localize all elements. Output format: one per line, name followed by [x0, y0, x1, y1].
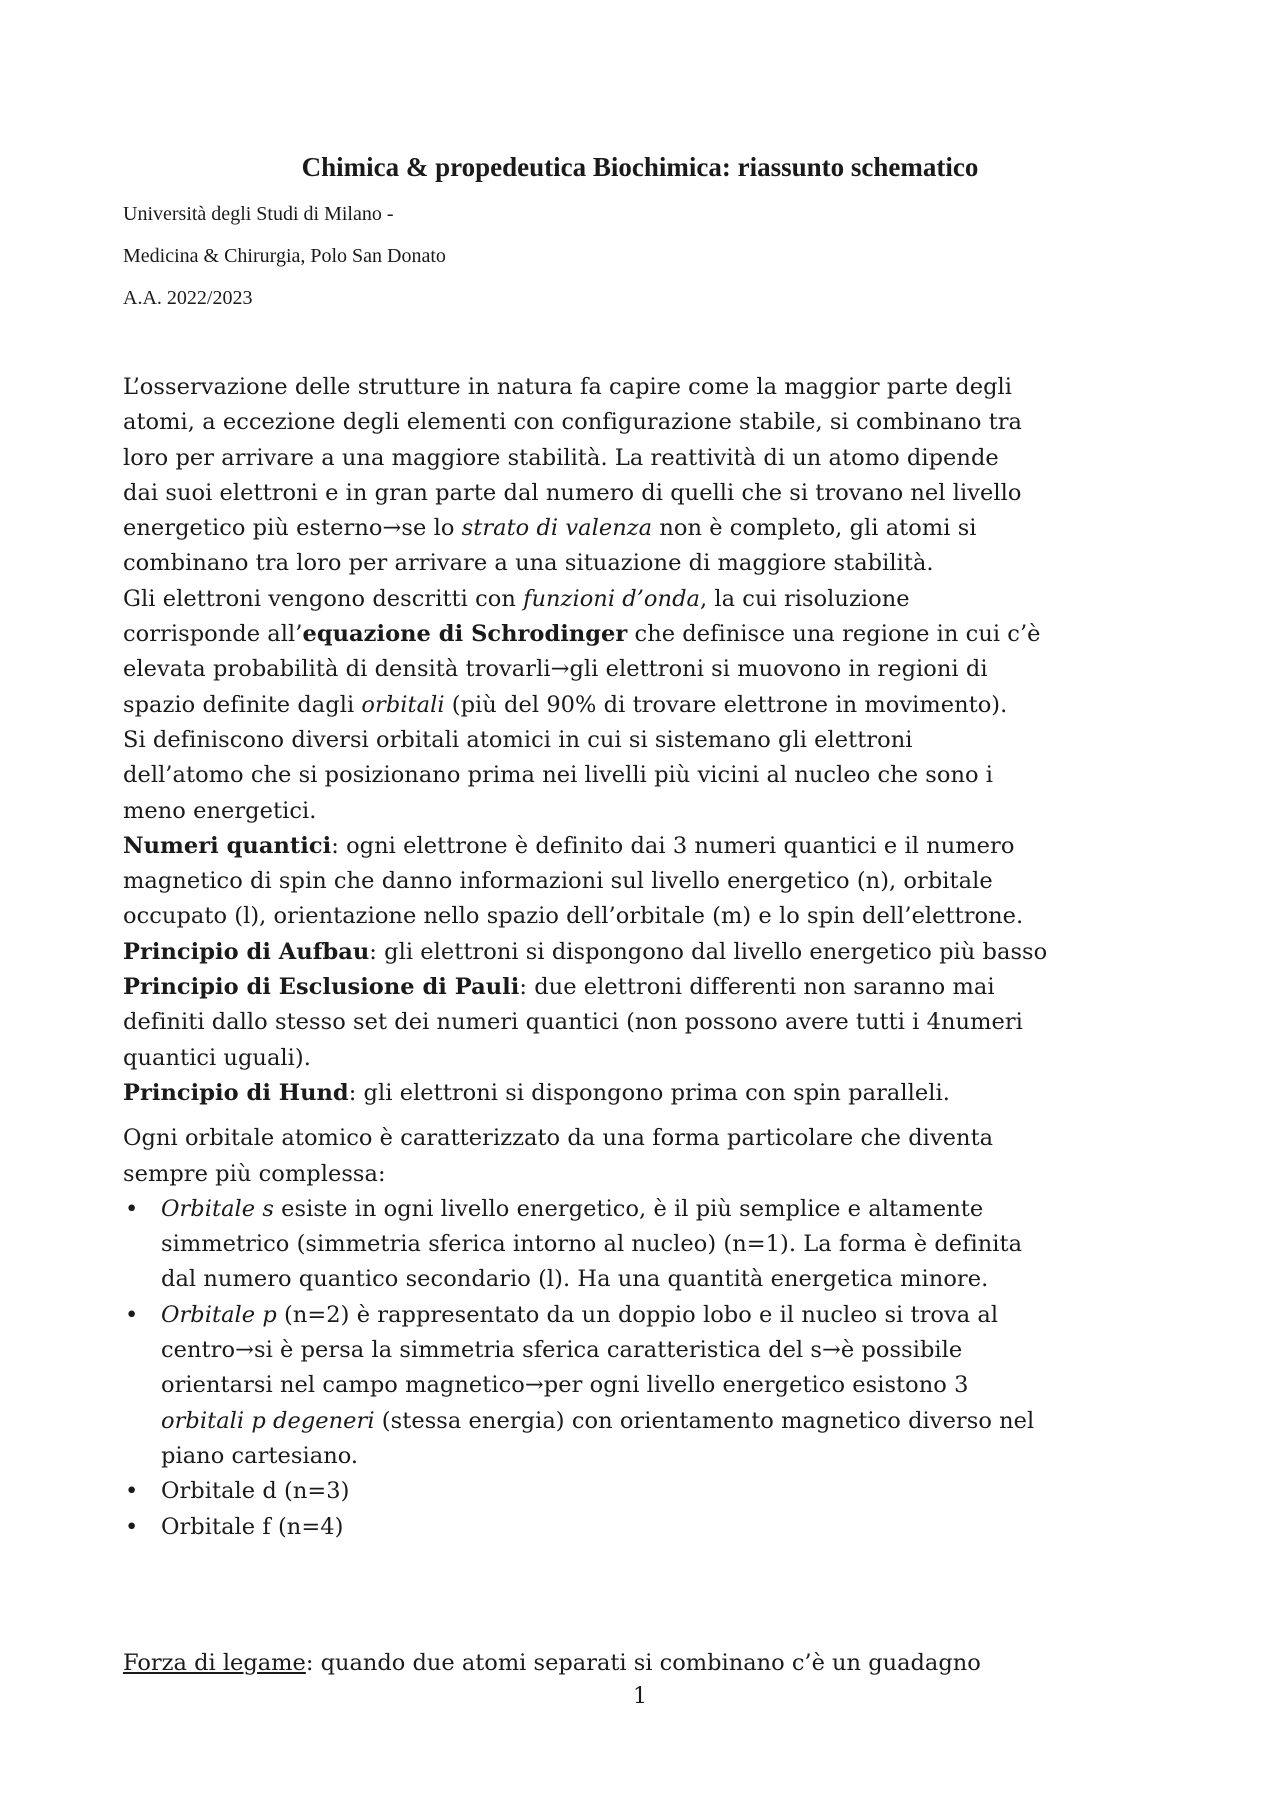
bold-term: equazione di Schrodinger	[302, 621, 628, 648]
quantum-line: magnetico di spin che danno informazioni sul livello energetico (n), orbitale	[123, 868, 993, 895]
bold-term: Numeri quantici	[123, 832, 332, 859]
text-run: , la cui risoluzione	[699, 585, 910, 612]
list-item-orbital-p	[123, 1298, 1183, 1474]
intro-line	[123, 582, 1183, 617]
text-run: per ogni livello energetico esistono 3	[543, 1372, 969, 1399]
faculty-line: Medicina & Chirurgia, Polo San Donato	[123, 245, 446, 267]
document-title: Chimica & propedeutica Biochimica: riassunto schematico	[301, 152, 979, 182]
list-item-orbital-f	[123, 1510, 1183, 1545]
bold-term: Principio di Aufbau	[123, 938, 370, 965]
list-item-orbital-s	[123, 1192, 1183, 1298]
italic-term: orbitali	[361, 691, 445, 718]
text-run: corrisponde all’	[123, 621, 303, 648]
intro-line	[123, 652, 1183, 687]
italic-term: Orbitale p	[161, 1301, 277, 1328]
university-line: Università degli Studi di Milano -	[123, 203, 394, 225]
list-line	[161, 1298, 1183, 1333]
intro-line: atomi, a eccezione degli elementi con configurazione stabile, si combinano tra	[123, 409, 1022, 436]
italic-term: Orbitale s	[161, 1195, 274, 1222]
orbitals-paragraph	[123, 1121, 1183, 1192]
text-run: orientarsi nel campo magnetico	[161, 1372, 525, 1399]
text-run: esiste in ogni livello energetico, è il più semplice e altamente	[273, 1195, 984, 1222]
list-line: dal numero quantico secondario (l). Ha una quantità energetica minore.	[161, 1266, 989, 1293]
list-line	[161, 1192, 1183, 1227]
text-run: centro	[161, 1337, 236, 1364]
document-body	[123, 370, 1183, 1545]
list-line: simmetrico (simmetria sferica intorno al nucleo) (n=1). La forma è definita	[161, 1231, 1023, 1258]
text-run: è possibile	[840, 1337, 963, 1364]
aufbau-line	[123, 935, 1183, 970]
text-run: elevata probabilità di densità trovarli	[123, 656, 551, 683]
intro-line: Si definiscono diversi orbitali atomici in cui si sistemano gli elettroni	[123, 726, 913, 753]
list-line	[161, 1368, 1183, 1403]
pauli-paragraph	[123, 970, 1183, 1076]
list-line: • Orbitale f (n=4)	[161, 1513, 344, 1540]
text-run: : quando due atomi separati si combinano c’è un guadagno	[305, 1650, 981, 1676]
pauli-line: definiti dallo stesso set dei numeri quantici (non possono avere tutti i 4numeri	[123, 1009, 1023, 1036]
quantum-numbers-paragraph	[123, 829, 1183, 935]
pauli-line	[123, 970, 1183, 1005]
text-run: Gli elettroni vengono descritti con	[123, 585, 524, 612]
italic-term: strato di valenza	[461, 515, 653, 542]
academic-year-line: A.A. 2022/2023	[123, 287, 253, 309]
list-item-orbital-d	[123, 1474, 1183, 1509]
quantum-line	[123, 829, 1183, 864]
text-run: spazio definite dagli	[123, 691, 362, 718]
text-run: (più del 90% di trovare elettrone in movimento).	[444, 691, 1008, 718]
italic-term: orbitali p degeneri	[161, 1407, 375, 1434]
text-run: non è completo, gli atomi si	[652, 515, 977, 542]
italic-term: funzioni d’onda	[523, 585, 700, 612]
text-run: si è persa la simmetria sferica caratteristica del s	[253, 1337, 822, 1364]
text-run: gli elettroni si muovono in regioni di	[569, 656, 988, 683]
hund-line	[123, 1076, 1183, 1111]
list-line: piano cartesiano.	[161, 1442, 359, 1469]
intro-line: meno energetici.	[123, 797, 317, 824]
text-run: se lo	[401, 515, 462, 542]
orbitals-list	[123, 1192, 1183, 1545]
aufbau-paragraph	[123, 935, 1183, 970]
page-number: 1	[633, 1684, 647, 1709]
list-line: • Orbitale d (n=3)	[161, 1478, 350, 1505]
arrow-icon: →	[821, 1337, 841, 1364]
list-line	[161, 1404, 1183, 1439]
orbitals-line: Ogni orbitale atomico è caratterizzato da una forma particolare che diventa	[123, 1125, 994, 1152]
intro-line	[123, 511, 1183, 546]
intro-paragraph	[123, 370, 1183, 829]
arrow-icon: →	[382, 515, 402, 542]
pauli-line: quantici uguali).	[123, 1044, 311, 1071]
text-run: (stessa energia) con orientamento magnetico diverso nel	[374, 1407, 1035, 1434]
bond-strength-line	[123, 1646, 981, 1681]
paragraph-spacer	[123, 1111, 1183, 1121]
intro-line: L’osservazione delle strutture in natura fa capire come la maggior parte degli	[123, 374, 1013, 400]
intro-line	[123, 617, 1183, 652]
intro-line: dell’atomo che si posizionano prima nei livelli più vicini al nucleo che sono i	[123, 762, 994, 789]
bold-term: Principio di Hund	[123, 1079, 349, 1106]
hund-paragraph	[123, 1076, 1183, 1111]
intro-line	[123, 688, 1183, 723]
text-run: che definisce una regione in cui c’è	[627, 621, 1041, 648]
text-run: : gli elettroni si dispongono prima con spin paralleli.	[348, 1079, 950, 1106]
intro-line: dai suoi elettroni e in gran parte dal numero di quelli che si trovano nel livello	[123, 479, 1022, 506]
underlined-term: Forza di legame	[123, 1650, 306, 1676]
quantum-line: occupato (l), orientazione nello spazio dell’orbitale (m) e lo spin dell’elettrone.	[123, 903, 1024, 930]
text-run: : due elettroni differenti non saranno mai	[519, 974, 995, 1001]
arrow-icon: →	[235, 1337, 254, 1364]
arrow-icon: →	[524, 1372, 544, 1399]
intro-line: combinano tra loro per arrivare a una situazione di maggiore stabilità.	[123, 550, 934, 577]
text-run: : ogni elettrone è definito dai 3 numeri quantici e il numero	[331, 832, 1015, 859]
text-run: : gli elettroni si dispongono dal livello energetico più basso	[369, 938, 1048, 965]
orbitals-line: sempre più complessa:	[123, 1160, 386, 1187]
text-run: energetico più esterno	[123, 515, 383, 542]
arrow-icon: →	[550, 656, 570, 683]
text-run: (n=2) è rappresentato da un doppio lobo e il nucleo si trova al	[276, 1301, 999, 1328]
list-line	[161, 1333, 1183, 1368]
bold-term: Principio di Esclusione di Pauli	[123, 974, 520, 1001]
intro-line: loro per arrivare a una maggiore stabilità. La reattività di un atomo dipende	[123, 444, 999, 471]
